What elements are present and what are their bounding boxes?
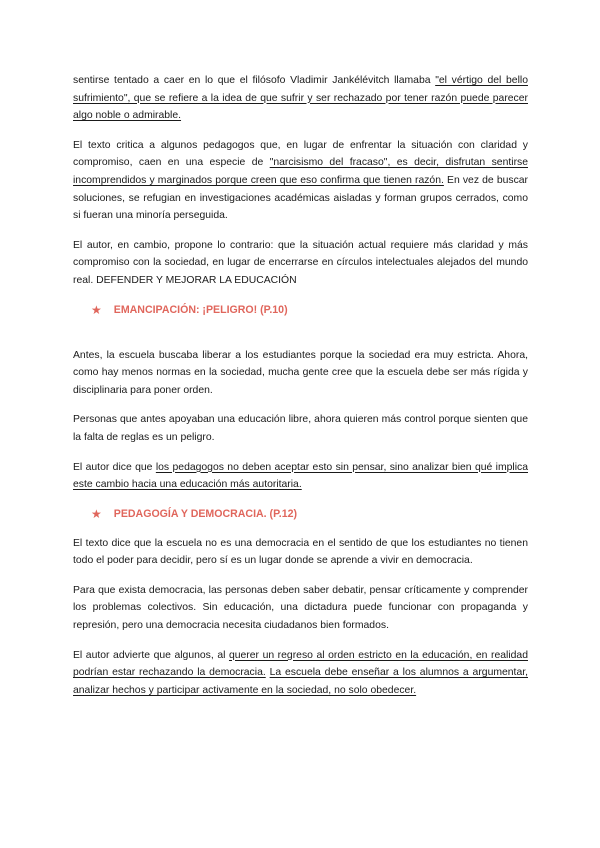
section-heading-text: PEDAGOGÍA Y DEMOCRACIA. (P.12) <box>113 507 298 520</box>
paragraph-text: En vez de buscar soluciones, se refugian en investigaciones académicas aisladas y forman grupos cerrados, como si fueran una minoría perseguida. <box>73 174 529 222</box>
paragraph-text: El autor advierte que algunos, al <box>73 649 229 661</box>
paragraph-personas: Personas que antes apoyaban una educación libre, ahora quieren más control porque sienten que la falta de reglas es un peligro. <box>73 414 528 443</box>
underlined-text: querer un regreso al orden estricto en la educación, en realidad podrían estar rechazando la democracia. <box>73 649 528 679</box>
star-icon: ★ <box>91 302 102 317</box>
paragraph-antes: Antes, la escuela buscaba liberar a los estudiantes porque la sociedad era muy estricta. Ahora, como hay menos normas en la sociedad, mucha gente cree que la escuela debe ser más rígida y disciplinaria para poner orden. <box>73 349 528 396</box>
star-icon: ★ <box>91 506 102 521</box>
paragraph-vertigo <box>73 72 528 125</box>
section-heading-emancipacion <box>91 302 528 319</box>
section-heading-pedagogia <box>91 506 528 523</box>
paragraph-autor-advierte <box>73 647 528 700</box>
underlined-text: los pedagogos no deben aceptar esto sin pensar, sino analizar bien qué implica este cambio hacia una educación más autoritaria. <box>73 461 528 491</box>
paragraph-propuesta: El autor, en cambio, propone lo contrario: que la situación actual requiere más claridad y más compromiso con la sociedad, en lugar de encerrarse en círculos intelectuales alejados del mundo real. DEFENDER Y MEJORAR LA EDUCACIÓN <box>73 239 528 286</box>
paragraph-escuela-democracia: El texto dice que la escuela no es una democracia en el sentido de que los estudiantes no tienen todo el poder para decidir, pero sí es un lugar donde se aprende a vivir en democracia. <box>73 537 528 567</box>
paragraph-text: El texto critica a algunos pedagogos que, en lugar de enfrentar la situación con claridad y compromiso, caen en una especie de <box>73 139 528 169</box>
underlined-text: La escuela debe enseñar a los alumnos a argumentar, analizar hechos y participar activamente en la sociedad, no solo obedecer. <box>73 667 528 696</box>
paragraph-autor-pedagogos <box>73 459 528 494</box>
paragraph-text: El autor dice que <box>73 461 156 473</box>
paragraph-narcisismo <box>73 137 528 225</box>
underlined-text: "narcisismo del fracaso", es decir, disfrutan sentirse incomprendidos y marginados porque creen que eso confirma que tienen razón. <box>73 157 528 186</box>
underlined-text: "el vértigo del bello sufrimiento", que se refiere a la idea de que sufrir y ser rechazado por tener razón puede parecer algo noble o admirable. <box>73 75 528 122</box>
paragraph-exista-democracia: Para que exista democracia, las personas deben saber debatir, pensar críticamente y comprender los problemas colectivos. Sin educación, una dictadura puede funcionar con propaganda y represión, pero una democracia necesita ciudadanos bien formados. <box>73 584 528 632</box>
section-heading-text: EMANCIPACIÓN: ¡PELIGRO! (P.10) <box>113 303 288 316</box>
paragraph-text: sentirse tentado a caer en lo que el filósofo Vladimir Jankélévitch llamaba <box>73 75 436 86</box>
